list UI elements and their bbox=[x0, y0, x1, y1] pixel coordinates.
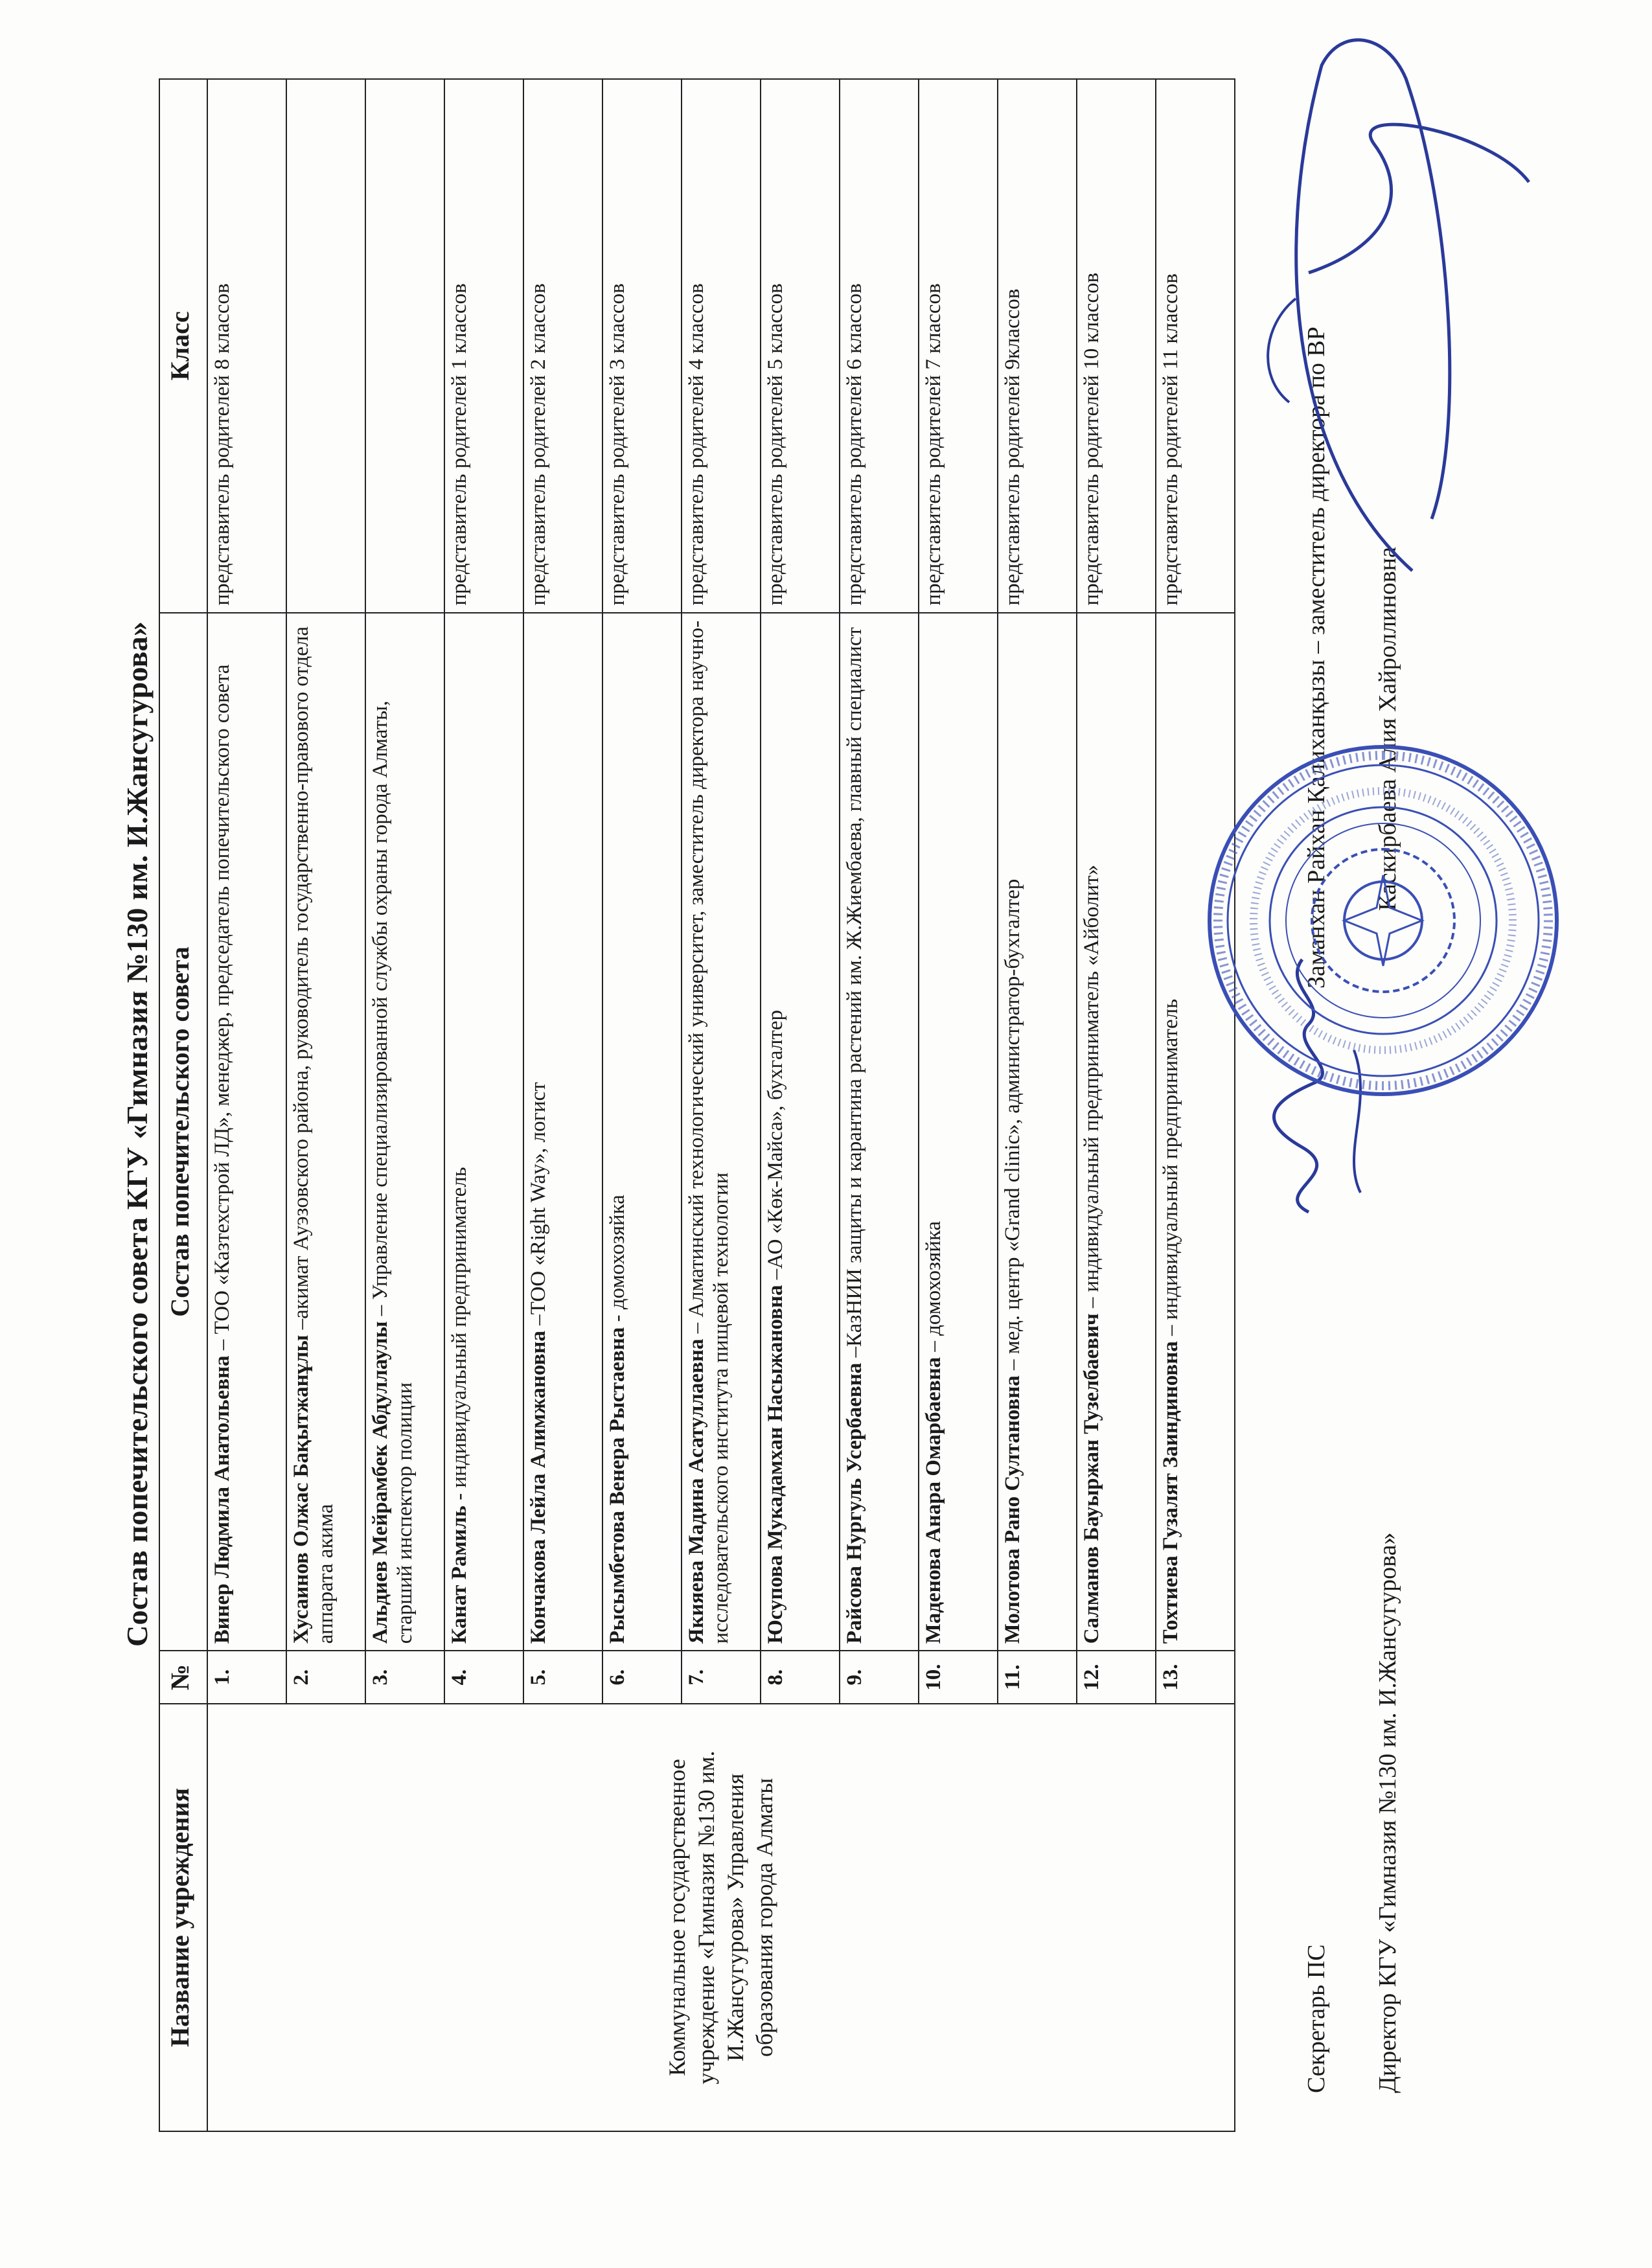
member-name: Рысымбетова Венера Рыстаевна bbox=[606, 1327, 629, 1644]
organization-cell: Коммунальное государственное учреждение «Гимназия №130 им. И.Жансугурова» Управления образования города Алматы bbox=[207, 1704, 1235, 2131]
secretary-name: Каскирбаева Алия Хайроллиновна bbox=[1374, 547, 1401, 911]
row-number: 12. bbox=[1077, 1651, 1156, 1703]
member-cell bbox=[682, 613, 761, 1651]
document-title: Состав попечительского совета КГУ «Гимназия №130 им. И.Жансугурова» bbox=[120, 621, 154, 1647]
row-number: 4. bbox=[444, 1651, 523, 1703]
right-signature bbox=[1218, 14, 1581, 597]
table-header-row bbox=[159, 79, 207, 2131]
member-description: – индивидуальный предприниматель «Айболит» bbox=[1080, 864, 1103, 1314]
member-name: Маденова Анара Омарбаевна bbox=[922, 1357, 945, 1644]
class-cell: представитель родителей 5 классов bbox=[761, 79, 840, 613]
secretary-label: Секретарь ПС bbox=[1303, 1944, 1330, 2093]
header-member: Состав попечительского совета bbox=[159, 613, 207, 1651]
member-name: Хусаинов Олжас Бақытжанұлы bbox=[290, 1334, 313, 1644]
row-number: 5. bbox=[523, 1651, 602, 1703]
member-name: Канат Рамиль bbox=[448, 1506, 471, 1644]
member-description: –ТОО «Right Way», логист bbox=[527, 1082, 550, 1331]
table-row bbox=[207, 79, 286, 2131]
director-label: Директор КГУ «Гимназия №130 им. И.Жансугурова» bbox=[1374, 1532, 1401, 2093]
table-body bbox=[207, 79, 1235, 2131]
member-cell bbox=[365, 613, 444, 1651]
member-cell bbox=[207, 613, 286, 1651]
member-description: – индивидуальный предприниматель bbox=[1159, 998, 1182, 1342]
row-number: 8. bbox=[761, 1651, 840, 1703]
member-cell bbox=[602, 613, 682, 1651]
class-cell: представитель родителей 6 классов bbox=[840, 79, 919, 613]
member-name: Винер Людмила Анатольевна bbox=[211, 1355, 234, 1644]
member-cell bbox=[286, 613, 365, 1651]
class-cell: представитель родителей 9классов bbox=[998, 79, 1077, 613]
class-cell: представитель родителей 7 классов bbox=[919, 79, 998, 613]
row-number: 6. bbox=[602, 1651, 682, 1703]
class-cell: представитель родителей 10 классов bbox=[1077, 79, 1156, 613]
member-name: Якияева Мадина Асатуллаевна bbox=[685, 1338, 708, 1644]
row-number: 13. bbox=[1156, 1651, 1235, 1703]
member-cell bbox=[1077, 613, 1156, 1651]
member-description: – мед. центр «Grand clinic», администратор-бухгалтер bbox=[1001, 878, 1024, 1376]
class-cell: представитель родителей 8 классов bbox=[207, 79, 286, 613]
row-number: 9. bbox=[840, 1651, 919, 1703]
member-name: Тохтиева Гузалят Заиндиновна bbox=[1159, 1341, 1182, 1644]
member-cell bbox=[761, 613, 840, 1651]
class-cell: представитель родителей 11 классов bbox=[1156, 79, 1235, 613]
member-description: –КазНИИ защиты и карантина растений им. Ж.Жиембаева, главный специалист bbox=[843, 627, 866, 1363]
row-number: 2. bbox=[286, 1651, 365, 1703]
header-organization: Название учреждения bbox=[159, 1704, 207, 2131]
member-name: Юсупова Мукадамхан Насыжановна bbox=[764, 1285, 787, 1644]
header-number: № bbox=[159, 1651, 207, 1703]
class-cell: представитель родителей 4 классов bbox=[682, 79, 761, 613]
member-description: –акимат Ауэзовского района, руководитель государственно-правового отдела аппарата акима bbox=[290, 626, 338, 1644]
row-number: 11. bbox=[998, 1651, 1077, 1703]
class-cell bbox=[286, 79, 365, 613]
row-number: 1. bbox=[207, 1651, 286, 1703]
member-description: - индивидуальный предприниматель bbox=[448, 1167, 471, 1506]
director-name: Заманхан Райхан Қалиханқызы – заместитель директора по ВР bbox=[1303, 326, 1330, 989]
official-stamp bbox=[1202, 739, 1565, 1102]
member-cell bbox=[523, 613, 602, 1651]
member-description: – Алматинский технологический университет, заместитель директора научно-исследовательского института пищевой технологии bbox=[685, 620, 733, 1644]
member-description: –АО «Көк-Майса», бухгалтер bbox=[764, 1010, 787, 1285]
member-description: – Управление специализированной службы охраны города Алматы, старший инспектор полиции bbox=[369, 700, 417, 1644]
member-name: Альдиев Мейрамбек Абдуллаулы bbox=[369, 1321, 392, 1644]
row-number: 7. bbox=[682, 1651, 761, 1703]
member-cell bbox=[919, 613, 998, 1651]
council-table bbox=[159, 78, 1235, 2132]
row-number: 10. bbox=[919, 1651, 998, 1703]
member-cell bbox=[998, 613, 1077, 1651]
member-name: Кончакова Лейла Алимжановна bbox=[527, 1331, 550, 1644]
class-cell: представитель родителей 2 классов bbox=[523, 79, 602, 613]
member-description: – ТОО «Казтехстрой ЛД», менеджер, председатель попечительского совета bbox=[211, 664, 234, 1356]
member-name: Молотова Рано Султановна bbox=[1001, 1375, 1024, 1644]
member-cell bbox=[444, 613, 523, 1651]
class-cell bbox=[365, 79, 444, 613]
member-name: Райсова Нургуль Усербаевна bbox=[843, 1362, 866, 1644]
member-description: - домохозяйка bbox=[606, 1195, 629, 1327]
class-cell: представитель родителей 1 классов bbox=[444, 79, 523, 613]
header-class: Класс bbox=[159, 79, 207, 613]
member-name: Салманов Бауыржан Тузелбаевич bbox=[1080, 1313, 1103, 1644]
member-description: – домохозяйка bbox=[922, 1220, 945, 1357]
member-cell bbox=[840, 613, 919, 1651]
class-cell: представитель родителей 3 классов bbox=[602, 79, 682, 613]
row-number: 3. bbox=[365, 1651, 444, 1703]
